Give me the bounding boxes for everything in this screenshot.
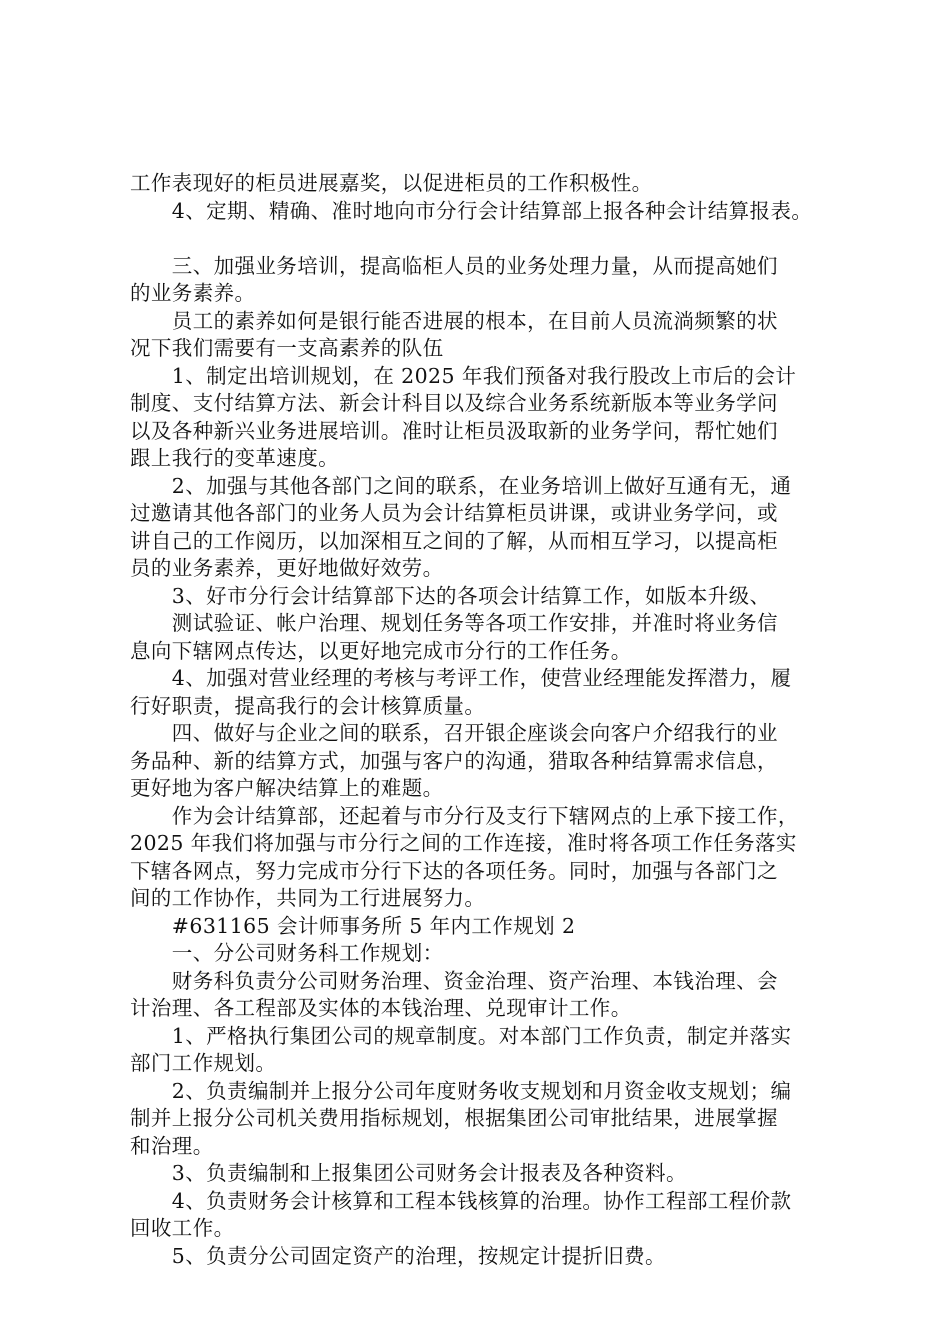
text-line: 间的工作协作，共同为工行进展努力。 [130, 886, 486, 910]
text-line: 跟上我行的变革速度。 [130, 446, 339, 470]
document-body [130, 170, 850, 1270]
text-line: 4、定期、精确、准时地向市分行会计结算部上报各种会计结算报表。 [130, 198, 813, 223]
text-line: 作为会计结算部，还起着与市分行及支行下辖网点的上承下接工作， [130, 803, 799, 828]
section-heading: 四、做好与企业之间的联系，召开银企座谈会向客户介绍我行的业 [130, 721, 778, 745]
text-line: 工作表现好的柜员进展嘉奖，以促进柜员的工作积极性。 [130, 171, 653, 195]
text-line: 的业务素养。 [130, 281, 256, 305]
text-line: 2、负责编制并上报分公司年度财务收支规划和月资金收支规划；编 [130, 1078, 792, 1103]
text-line: 更好地为客户解决结算上的难题。 [130, 776, 444, 800]
text-line: 和治理。 [130, 1133, 214, 1158]
document-title: #631165 会计师事务所 5 年内工作规划 2 [130, 913, 576, 938]
text-line: 息向下辖网点传达，以更好地完成市分行的工作任务。 [130, 638, 632, 663]
text-line: 过邀请其他各部门的业务人员为会计结算柜员讲课，或讲业务学问，或 [130, 501, 778, 525]
text-line: 2025 年我们将加强与市分行之间的工作连接，准时将各项工作任务落实 [130, 831, 797, 855]
blank-line [130, 225, 850, 253]
text-line: 3、负责编制和上报集团公司财务会计报表及各种资料。 [130, 1161, 687, 1185]
text-line: 务品种、新的结算方式，加强与客户的沟通，猎取各种结算需求信息， [130, 748, 778, 773]
text-line: 1、制定出培训规划，在 2025 年我们预备对我行股改上市后的会计 [130, 363, 797, 388]
section-heading: 三、加强业务培训，提高临柜人员的业务处理力量，从而提高她们 [130, 253, 778, 278]
text-line: 部门工作规划。 [130, 1051, 277, 1075]
text-line: 以及各种新兴业务进展培训。准时让柜员汲取新的业务学问，帮忙她们 [130, 418, 778, 443]
text-line: 讲自己的工作阅历，以加深相互之间的了解，从而相互学习，以提高柜 [130, 528, 778, 553]
text-line: 2、加强与其他各部门之间的联系，在业务培训上做好互通有无，通 [130, 473, 792, 498]
section-heading: 一、分公司财务科工作规划： [130, 941, 444, 965]
text-line: 员的业务素养，更好地做好效劳。 [130, 556, 444, 580]
text-line: 测试验证、帐户治理、规划任务等各项工作安排，并准时将业务信 [130, 611, 778, 635]
text-line: 3、好市分行会计结算部下达的各项会计结算工作，如版本升级、 [130, 583, 771, 608]
text-line: 5、负责分公司固定资产的治理，按规定计提折旧费。 [130, 1243, 666, 1268]
text-line: 行好职责，提高我行的会计核算质量。 [130, 693, 486, 718]
text-line: 制度、支付结算方法、新会计科目以及综合业务系统新版本等业务学问 [130, 391, 778, 415]
text-line: 4、加强对营业经理的考核与考评工作，使营业经理能发挥潜力，履 [130, 666, 792, 690]
text-line: 况下我们需要有一支高素养的队伍 [130, 336, 444, 360]
text-line: 计治理、各工程部及实体的本钱治理、兑现审计工作。 [130, 996, 632, 1020]
text-line: 回收工作。 [130, 1216, 235, 1240]
text-line: 4、负责财务会计核算和工程本钱核算的治理。协作工程部工程价款 [130, 1188, 792, 1213]
text-line: 1、严格执行集团公司的规章制度。对本部门工作负责，制定并落实 [130, 1023, 792, 1048]
text-line: 制并上报分公司机关费用指标规划，根据集团公司审批结果，进展掌握 [130, 1106, 778, 1130]
text-line: 员工的素养如何是银行能否进展的根本，在目前人员流淌频繁的状 [130, 308, 778, 333]
text-line: 下辖各网点，努力完成市分行下达的各项任务。同时，加强与各部门之 [130, 858, 778, 883]
text-line: 财务科负责分公司财务治理、资金治理、资产治理、本钱治理、会 [130, 968, 778, 993]
